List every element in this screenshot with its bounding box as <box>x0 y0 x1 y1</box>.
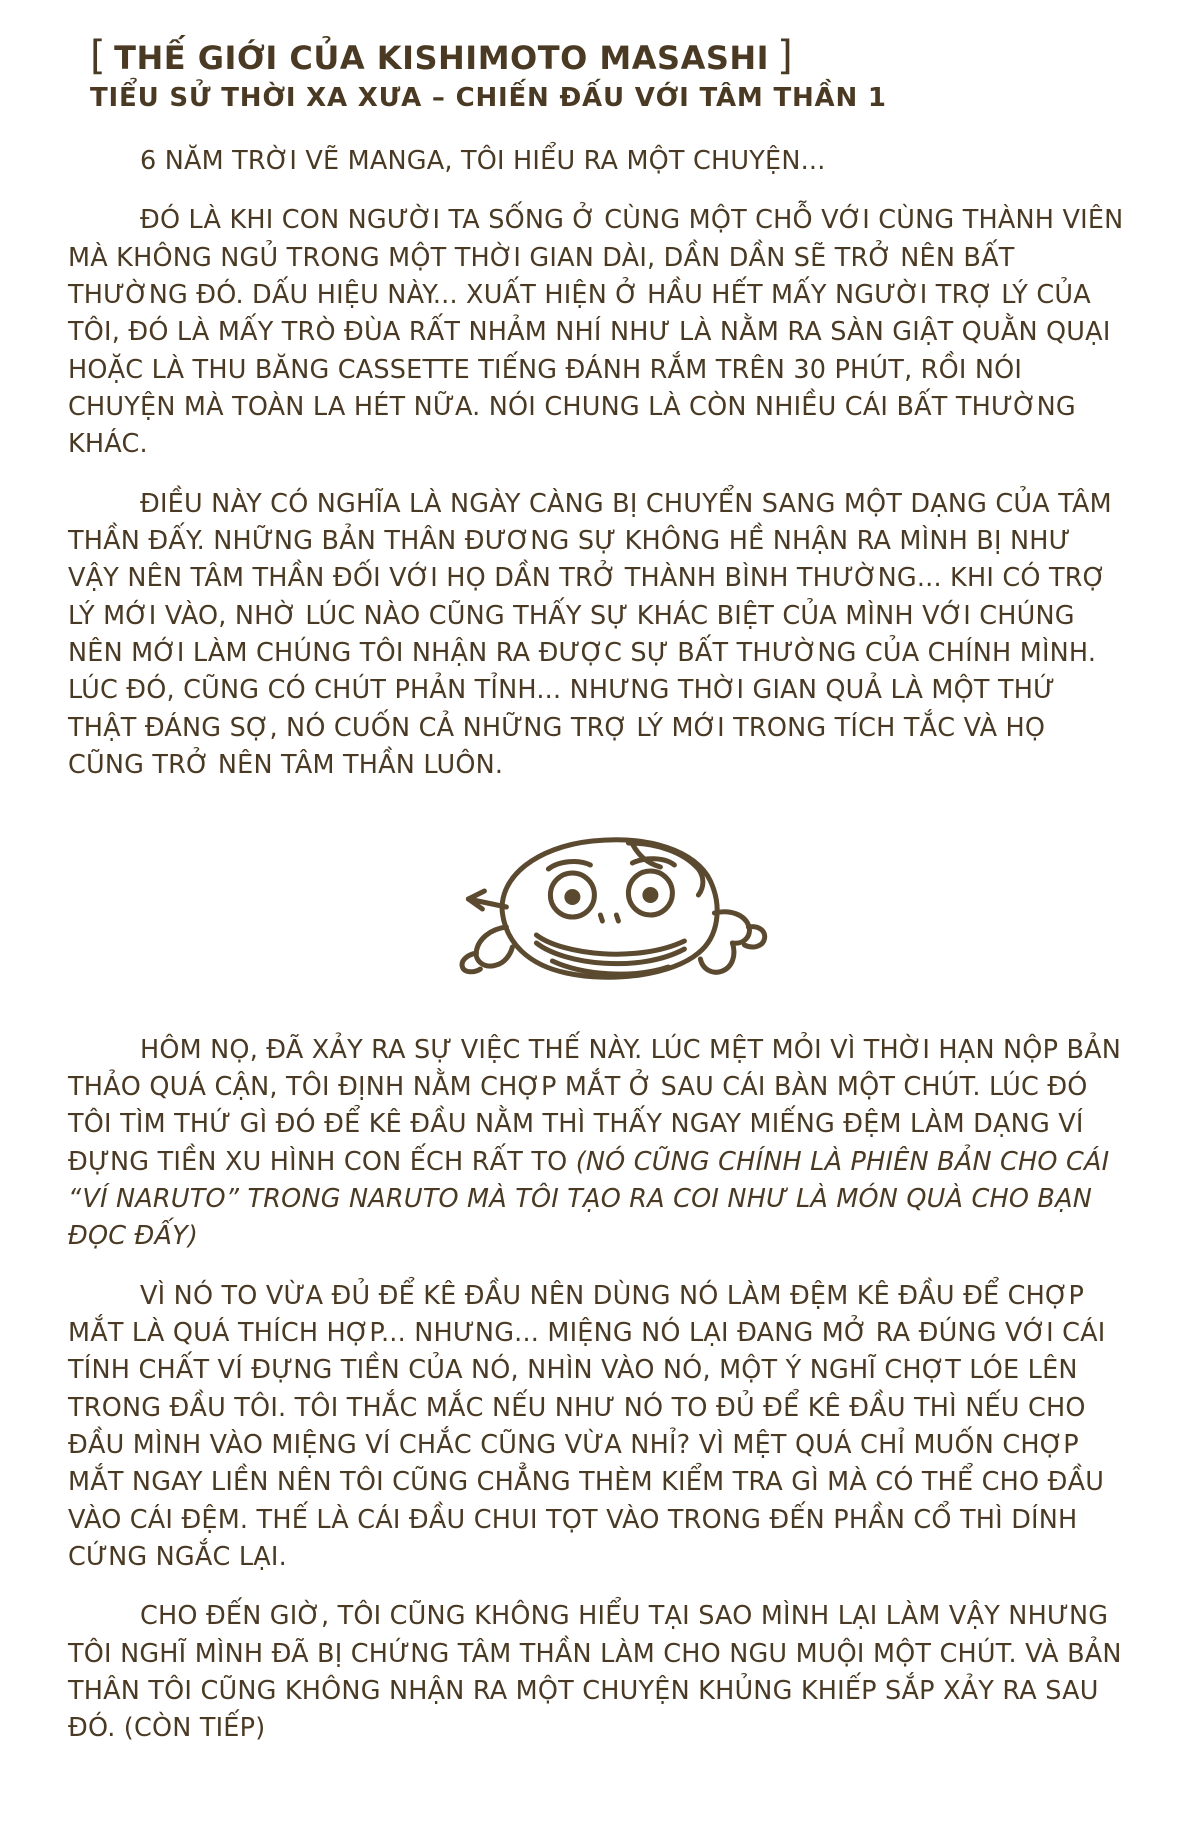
bracket-open: [ <box>90 33 107 79</box>
paragraph-4 <box>68 1032 1128 1256</box>
paragraph-2: ĐÓ LÀ KHI CON NGƯỜI TA SỐNG Ở CÙNG MỘT CHỖ VỚI CÙNG THÀNH VIÊN MÀ KHÔNG NGỦ TRONG MỘT THỜI GIAN DÀI, DẦN DẦN SẼ TRỞ NÊN BẤT THƯỜNG ĐÓ. DẤU HIỆU NÀY... XUẤT HIỆN Ở HẦU HẾT MẤY NGƯỜI TRỢ LÝ CỦA TÔI, ĐÓ LÀ MẤY TRÒ ĐÙA RẤT NHẢM NHÍ NHƯ LÀ NẰM RA SÀN GIẬT QUẰN QUẠI HOẶC LÀ THU BĂNG CASSETTE TIẾNG ĐÁNH RẮM TRÊN 30 PHÚT, RỒI NÓI CHUYỆN MÀ TOÀN LA HÉT NỮA. NÓI CHUNG LÀ CÒN NHIỀU CÁI BẤT THƯỜNG KHÁC. <box>68 205 1124 460</box>
paragraph-4-part-1: HÔM NỌ, ĐÃ XẢY RA SỰ VIỆC THẾ NÀY. LÚC MỆT MỎI VÌ THỜI HẠN NỘP BẢN THẢO QUÁ CẬN, TÔI ĐỊNH NẰM CHỢP MẮT Ở SAU CÁI BÀN MỘT CHÚT. LÚC ĐÓ TÔI TÌM THỨ GÌ ĐÓ ĐỂ KÊ ĐẦU NẰM THÌ THẤY NGAY MIẾNG ĐỆM LÀM DẠNG VÍ ĐỰNG TIỀN XU HÌNH CON ẾCH RẤT TO <box>68 1034 1122 1177</box>
intro-text-block <box>68 143 1128 785</box>
paragraph-5: VÌ NÓ TO VỪA ĐỦ ĐỂ KÊ ĐẦU NÊN DÙNG NÓ LÀM ĐỆM KÊ ĐẦU ĐỂ CHỢP MẮT LÀ QUÁ THÍCH HỢP... NHƯNG... MIỆNG NÓ LẠI ĐANG MỞ RA ĐÚNG VỚI CÁI TÍNH CHẤT VÍ ĐỰNG TIỀN CỦA NÓ, NHÌN VÀO NÓ, MỘT Ý NGHĨ CHỢT LÓE LÊN TRONG ĐẦU TÔI. TÔI THẮC MẮC NẾU NHƯ NÓ TO ĐỦ ĐỂ KÊ ĐẦU THÌ NẾU CHO ĐẦU MÌNH VÀO MIỆNG VÍ CHẮC CŨNG VỪA NHỈ? VÌ MỆT QUÁ CHỈ MUỐN CHỢP MẮT NGAY LIỀN NÊN TÔI CŨNG CHẲNG THÈM KIỂM TRA GÌ MÀ CÓ THỂ CHO ĐẦU VÀO CÁI ĐỆM. THẾ LÀ CÁI ĐẦU CHUI TỌT VÀO TRONG ĐẾN PHẦN CỔ THÌ DÍNH CỨNG NGẮC LẠI. <box>68 1280 1106 1572</box>
bracket-close: ] <box>777 33 794 79</box>
paragraph-1: 6 NĂM TRỜI VẼ MANGA, TÔI HIỂU RA MỘT CHUYỆN... <box>140 146 826 176</box>
document-content <box>68 33 1128 1748</box>
paragraph-3: ĐIỀU NÀY CÓ NGHĨA LÀ NGÀY CÀNG BỊ CHUYỂN SANG MỘT DẠNG CỦA TÂM THẦN ĐẤY. NHỮNG BẢN THÂN ĐƯƠNG SỰ KHÔNG HỀ NHẬN RA MÌNH BỊ NHƯ VẬY NÊN TÂM THẦN ĐỐI VỚI HỌ DẦN TRỞ THÀNH BÌNH THƯỜNG... KHI CÓ TRỢ LÝ MỚI VÀO, NHỜ LÚC NÀO CŨNG THẤY SỰ KHÁC BIỆT CỦA MÌNH VỚI CHÚNG NÊN MỚI LÀM CHÚNG TÔI NHẬN RA ĐƯỢC SỰ BẤT THƯỜNG CỦA CHÍNH MÌNH. LÚC ĐÓ, CŨNG CÓ CHÚT PHẢN TỈNH... NHƯNG THỜI GIAN QUẢ LÀ MỘT THỨ THẬT ĐÁNG SỢ, NÓ CUỐN CẢ NHỮNG TRỢ LÝ MỚI TRONG TÍCH TẮC VÀ HỌ CŨNG TRỞ NÊN TÂM THẦN LUÔN. <box>68 488 1112 781</box>
paragraph-4-part-2-italic: (NÓ CŨNG CHÍNH LÀ PHIÊN BẢN CHO CÁI “VÍ NARUTO” TRONG NARUTO MÀ TÔI TẠO RA COI NHƯ LÀ MÓN QUÀ CHO BẠN ĐỌC ĐẤY) <box>68 1146 1110 1252</box>
page-title <box>82 33 1128 79</box>
story-text-block <box>68 1032 1128 1748</box>
page-subtitle: TIỂU SỬ THỜI XA XƯA – CHIẾN ĐẤU VỚI TÂM THẦN 1 <box>90 83 887 113</box>
frog-coin-purse-icon <box>432 803 792 1003</box>
illustration-figure <box>68 803 1128 1018</box>
paragraph-6: CHO ĐẾN GIỜ, TÔI CŨNG KHÔNG HIỂU TẠI SAO MÌNH LẠI LÀM VẬY NHƯNG TÔI NGHĨ MÌNH ĐÃ BỊ CHỨNG TÂM THẦN LÀM CHO NGU MUỘI MỘT CHÚT. VÀ BẢN THÂN TÔI CŨNG KHÔNG NHẬN RA MỘT CHUYỆN KHỦNG KHIẾP SẮP XẢY RA SAU ĐÓ. (CÒN TIẾP) <box>68 1601 1122 1744</box>
title-text: THẾ GIỚI CỦA KISHIMOTO MASASHI <box>114 39 770 77</box>
